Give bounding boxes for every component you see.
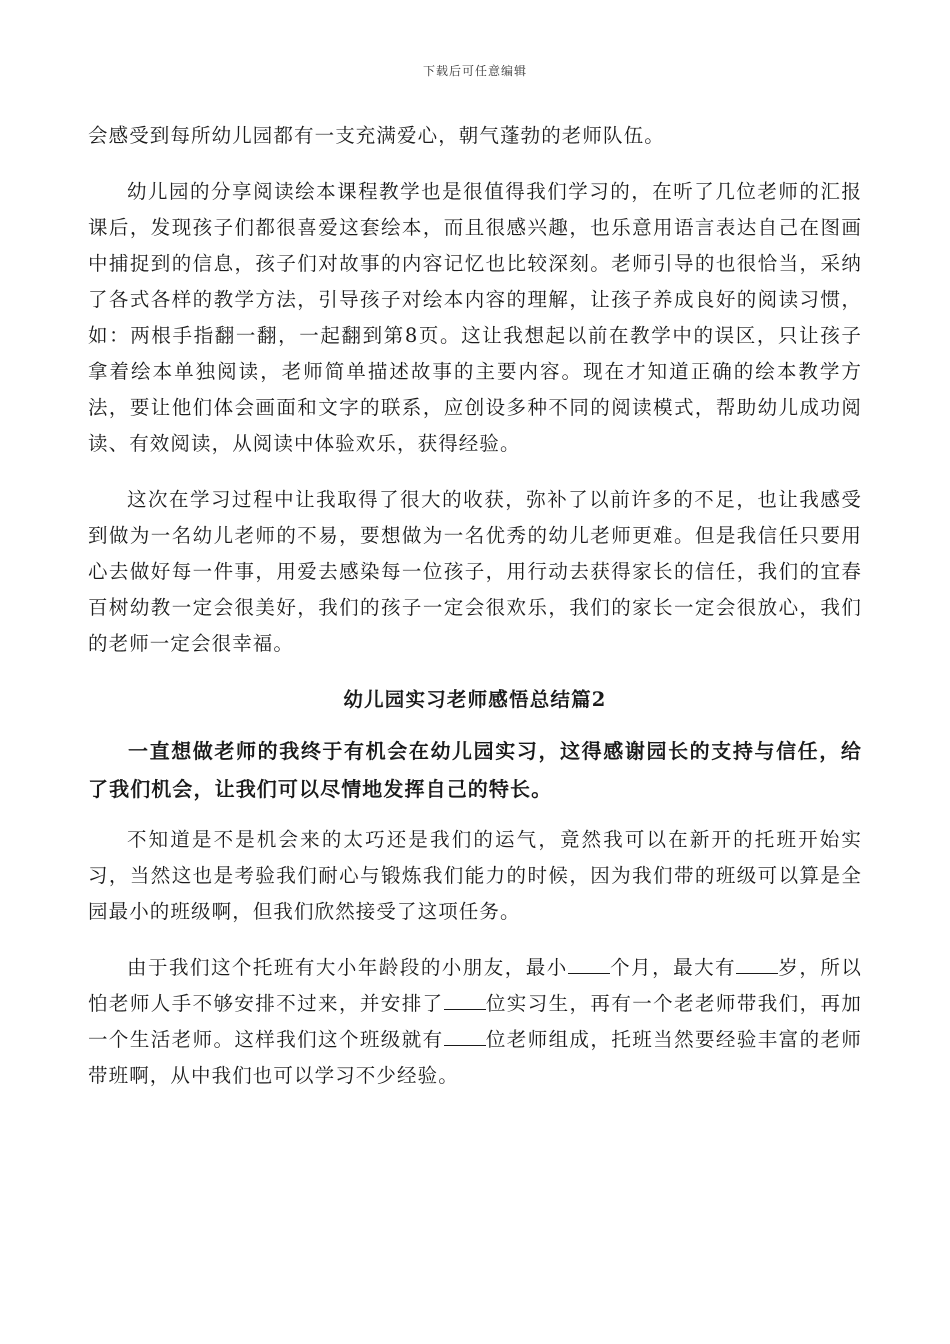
paragraph-nursery-class: 不知道是不是机会来的太巧还是我们的运气，竟然我可以在新开的托班开始实习，当然这也是考验我们耐心与锻炼我们能力的时候，因为我们带的班级可以算是全园最小的班级啊，但我们欣然接受了这项任务。	[88, 828, 862, 923]
text-segment: 岁，所以怕老师人手不够安排不过来，并安排了	[88, 956, 862, 1015]
text-segment: 位实习生，再有一个老老师带我们，再加一个生活老师。这样我们这个班级就有	[88, 992, 862, 1051]
blank-line	[568, 955, 610, 974]
text-segment: 个月，最大有	[609, 956, 737, 979]
blank-line	[736, 955, 778, 974]
lead-paragraph: 一直想做老师的我终于有机会在幼儿园实习，这得感谢园长的支持与信任，给了我们机会，让我们可以尽情地发挥自己的特长。	[88, 739, 862, 801]
blank-line	[444, 991, 486, 1010]
paragraph-learning-gains: 这次在学习过程中让我取得了很大的收获，弥补了以前许多的不足，也让我感受到做为一名幼儿老师的不易，要想做为一名优秀的幼儿老师更难。但是我信任只要用心去做好每一件事，用爱去感染每一位孩子，用行动去获得家长的信任，我们的宜春百树幼教一定会很美好，我们的孩子一定会很欢乐，我们的家长一定会很放心，我们的老师一定会很幸福。	[88, 488, 862, 655]
blank-line	[444, 1027, 486, 1046]
paragraph-class-staffing	[88, 950, 862, 1094]
text-segment: 由于我们这个托班有大小年龄段的小朋友，最小	[127, 956, 568, 979]
paragraph-continuation: 会感受到每所幼儿园都有一支充满爱心，朝气蓬勃的老师队伍。	[88, 124, 665, 147]
text-segment: 位老师组成，托班当然要经验丰富的老师带班啊，从中我们也可以学习不少经验。	[88, 1028, 862, 1087]
document-body	[88, 118, 862, 1094]
header-note: 下载后可任意编辑	[422, 64, 527, 78]
section-title: 幼儿园实习老师感悟总结篇2	[343, 688, 607, 711]
paragraph-picture-book-teaching: 幼儿园的分享阅读绘本课程教学也是很值得我们学习的，在听了几位老师的汇报课后，发现孩子们都很喜爱这套绘本，而且很感兴趣，也乐意用语言表达自己在图画中捕捉到的信息，孩子们对故事的内容记忆也比较深刻。老师引导的也很恰当，采纳了各式各样的教学方法，引导孩子对绘本内容的理解，让孩子养成良好的阅读习惯，如：两根手指翻一翻，一起翻到第8页。这让我想起以前在教学中的误区，只让孩子拿着绘本单独阅读，老师简单描述故事的主要内容。现在才知道正确的绘本教学方法，要让他们体会画面和文字的联系，应创设多种不同的阅读模式，帮助幼儿成功阅读、有效阅读，从阅读中体验欢乐，获得经验。	[88, 180, 862, 455]
